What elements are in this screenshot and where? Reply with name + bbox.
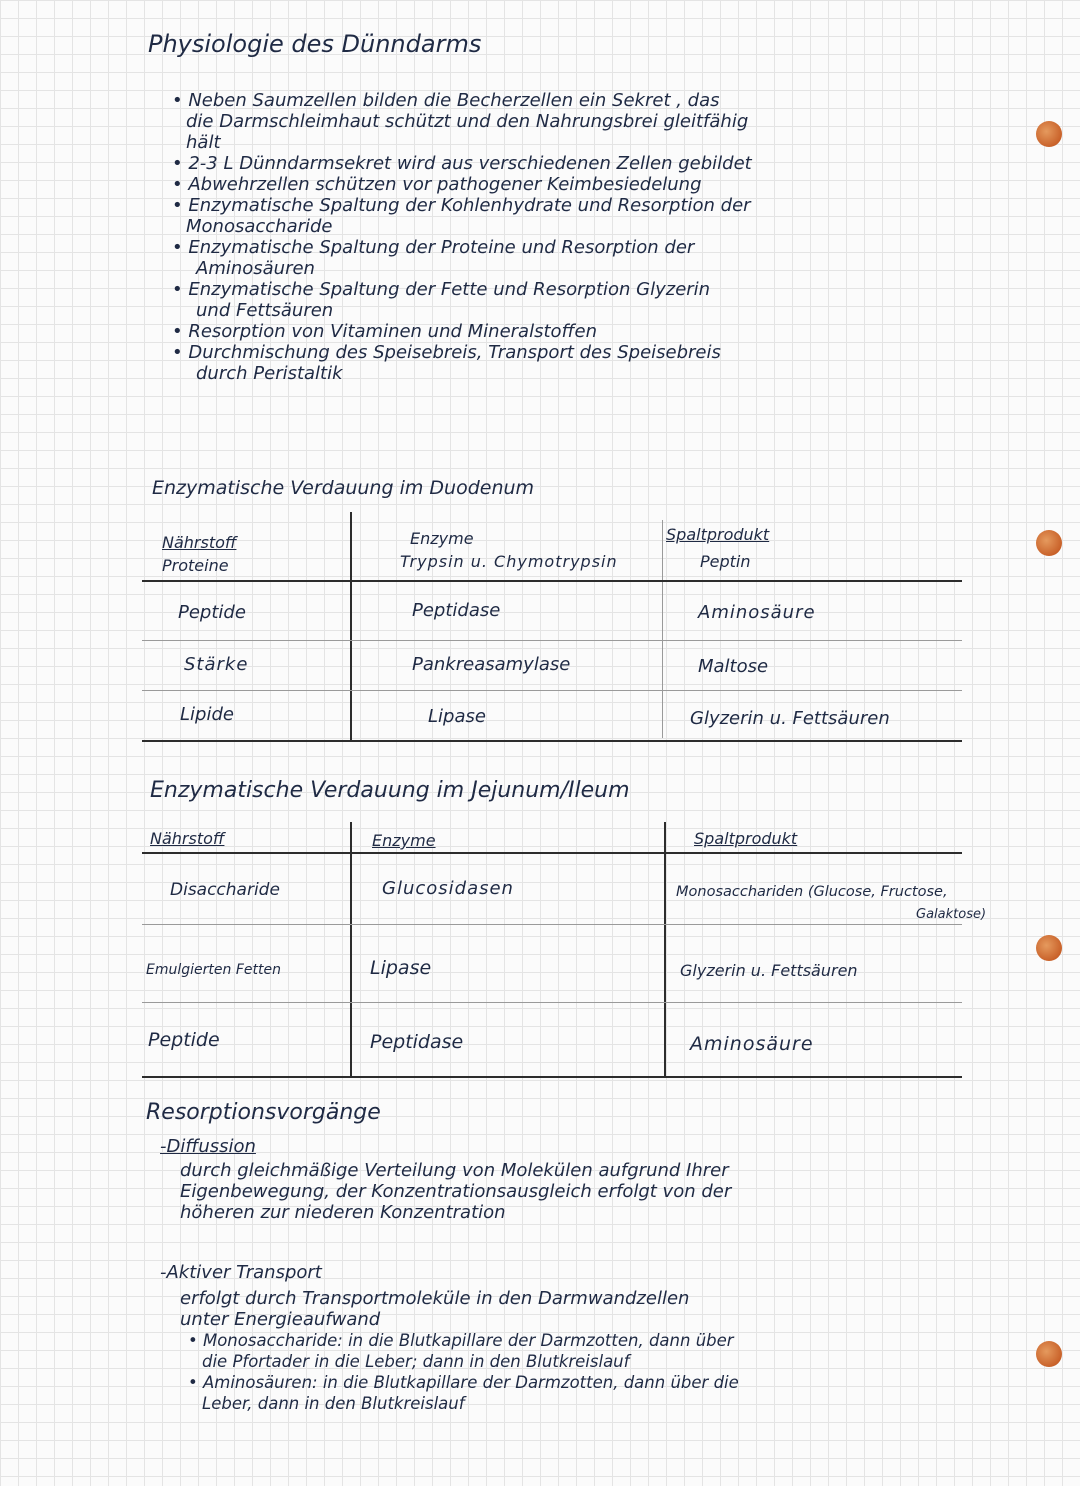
active-transport-heading: -Aktiver Transport — [160, 1262, 322, 1283]
table-cell: Monosacchariden (Glucose, Fructose, — [676, 884, 948, 900]
intro-line: • Resorption von Vitaminen und Mineralstoffen — [172, 321, 598, 342]
intro-line: • Durchmischung des Speisebreis, Transport des Speisebreis — [172, 342, 721, 363]
punch-hole-2 — [1036, 530, 1062, 556]
table-divider — [664, 822, 666, 1078]
intro-line: Monosaccharide — [186, 216, 333, 237]
table-cell: Proteine — [162, 556, 229, 575]
diffusion-line: durch gleichmäßige Verteilung von Molekülen aufgrund Ihrer — [180, 1160, 729, 1181]
table-header-spaltprodukt: Spaltprodukt — [694, 829, 798, 848]
intro-line: • Enzymatische Spaltung der Fette und Resorption Glyzerin — [172, 279, 711, 300]
active-line: • Aminosäuren: in die Blutkapillare der Darmzotten, dann über die — [188, 1373, 739, 1392]
table-divider — [142, 740, 962, 742]
intro-line: • Enzymatische Spaltung der Proteine und Resorption der — [172, 237, 695, 258]
intro-line: • Neben Saumzellen bilden die Becherzellen ein Sekret , das — [172, 90, 720, 111]
table-cell: Stärke — [184, 654, 249, 675]
table-divider — [142, 580, 962, 582]
table-cell: Lipide — [180, 704, 234, 725]
table-cell: Emulgierten Fetten — [146, 962, 281, 978]
table-divider — [142, 690, 962, 691]
table-header-enzyme: Enzyme — [372, 831, 436, 850]
table-cell: Lipase — [428, 706, 486, 727]
table-divider — [142, 1002, 962, 1003]
punch-hole-4 — [1036, 1341, 1062, 1367]
intro-line: Aminosäuren — [196, 258, 315, 279]
table-divider — [142, 640, 962, 641]
table-cell: Pankreasamylase — [412, 654, 571, 675]
diffusion-text — [180, 1160, 731, 1223]
table-cell: Maltose — [698, 656, 769, 677]
active-transport-text — [180, 1288, 739, 1414]
table-cell: Aminosäure — [698, 602, 816, 623]
table-cell: Lipase — [370, 957, 432, 979]
table-header-naehrstoff: Nährstoff — [162, 533, 237, 552]
active-line: unter Energieaufwand — [180, 1309, 381, 1330]
intro-line: hält — [186, 132, 221, 153]
table-cell: Galaktose) — [916, 907, 987, 922]
intro-line: • Enzymatische Spaltung der Kohlenhydrate und Resorption der — [172, 195, 751, 216]
table-cell: Peptin — [700, 552, 751, 571]
active-line: erfolgt durch Transportmoleküle in den Darmwandzellen — [180, 1288, 690, 1309]
intro-line: und Fettsäuren — [196, 300, 334, 321]
duodenum-heading: Enzymatische Verdauung im Duodenum — [152, 477, 535, 499]
intro-line: • Abwehrzellen schützen vor pathogener Keimbesiedelung — [172, 174, 702, 195]
punch-hole-3 — [1036, 935, 1062, 961]
intro-list — [172, 90, 752, 384]
table-cell: Disaccharide — [170, 880, 280, 900]
diffusion-heading: -Diffussion — [160, 1136, 256, 1157]
table-header-enzyme: Enzyme — [410, 529, 474, 548]
table-cell: Trypsin u. Chymotrypsin — [400, 552, 618, 571]
diffusion-line: höheren zur niederen Konzentration — [180, 1202, 506, 1223]
table-cell: Peptide — [178, 602, 246, 623]
table-cell: Glyzerin u. Fettsäuren — [690, 708, 890, 729]
table-divider — [142, 852, 962, 854]
table-cell: Peptidase — [412, 600, 501, 621]
intro-line: die Darmschleimhaut schützt und den Nahrungsbrei gleitfähig — [186, 111, 749, 132]
table-header-naehrstoff: Nährstoff — [150, 829, 225, 848]
table-cell: Glyzerin u. Fettsäuren — [680, 961, 858, 980]
table-divider — [142, 924, 962, 925]
diffusion-line: Eigenbewegung, der Konzentrationsausgleich erfolgt von der — [180, 1181, 732, 1202]
table-divider — [350, 822, 352, 1078]
intro-line: durch Peristaltik — [196, 363, 343, 384]
active-line: die Pfortader in die Leber; dann in den Blutkreislauf — [202, 1352, 630, 1371]
jejunum-heading: Enzymatische Verdauung im Jejunum/Ileum — [150, 778, 630, 803]
table-divider — [350, 512, 352, 740]
table-divider — [662, 520, 663, 738]
table-divider — [142, 1076, 962, 1078]
table-cell: Peptide — [148, 1029, 220, 1051]
active-line: • Monosaccharide: in die Blutkapillare der Darmzotten, dann über — [188, 1331, 734, 1350]
table-cell: Glucosidasen — [382, 878, 514, 899]
table-header-spaltprodukt: Spaltprodukt — [666, 525, 770, 544]
table-cell: Aminosäure — [690, 1033, 814, 1055]
resorption-heading: Resorptionsvorgänge — [146, 1100, 381, 1125]
table-cell: Peptidase — [370, 1031, 464, 1053]
punch-hole-1 — [1036, 121, 1062, 147]
page-title: Physiologie des Dünndarms — [148, 30, 482, 58]
active-line: Leber, dann in den Blutkreislauf — [202, 1394, 465, 1413]
intro-line: • 2-3 L Dünndarmsekret wird aus verschiedenen Zellen gebildet — [172, 153, 752, 174]
